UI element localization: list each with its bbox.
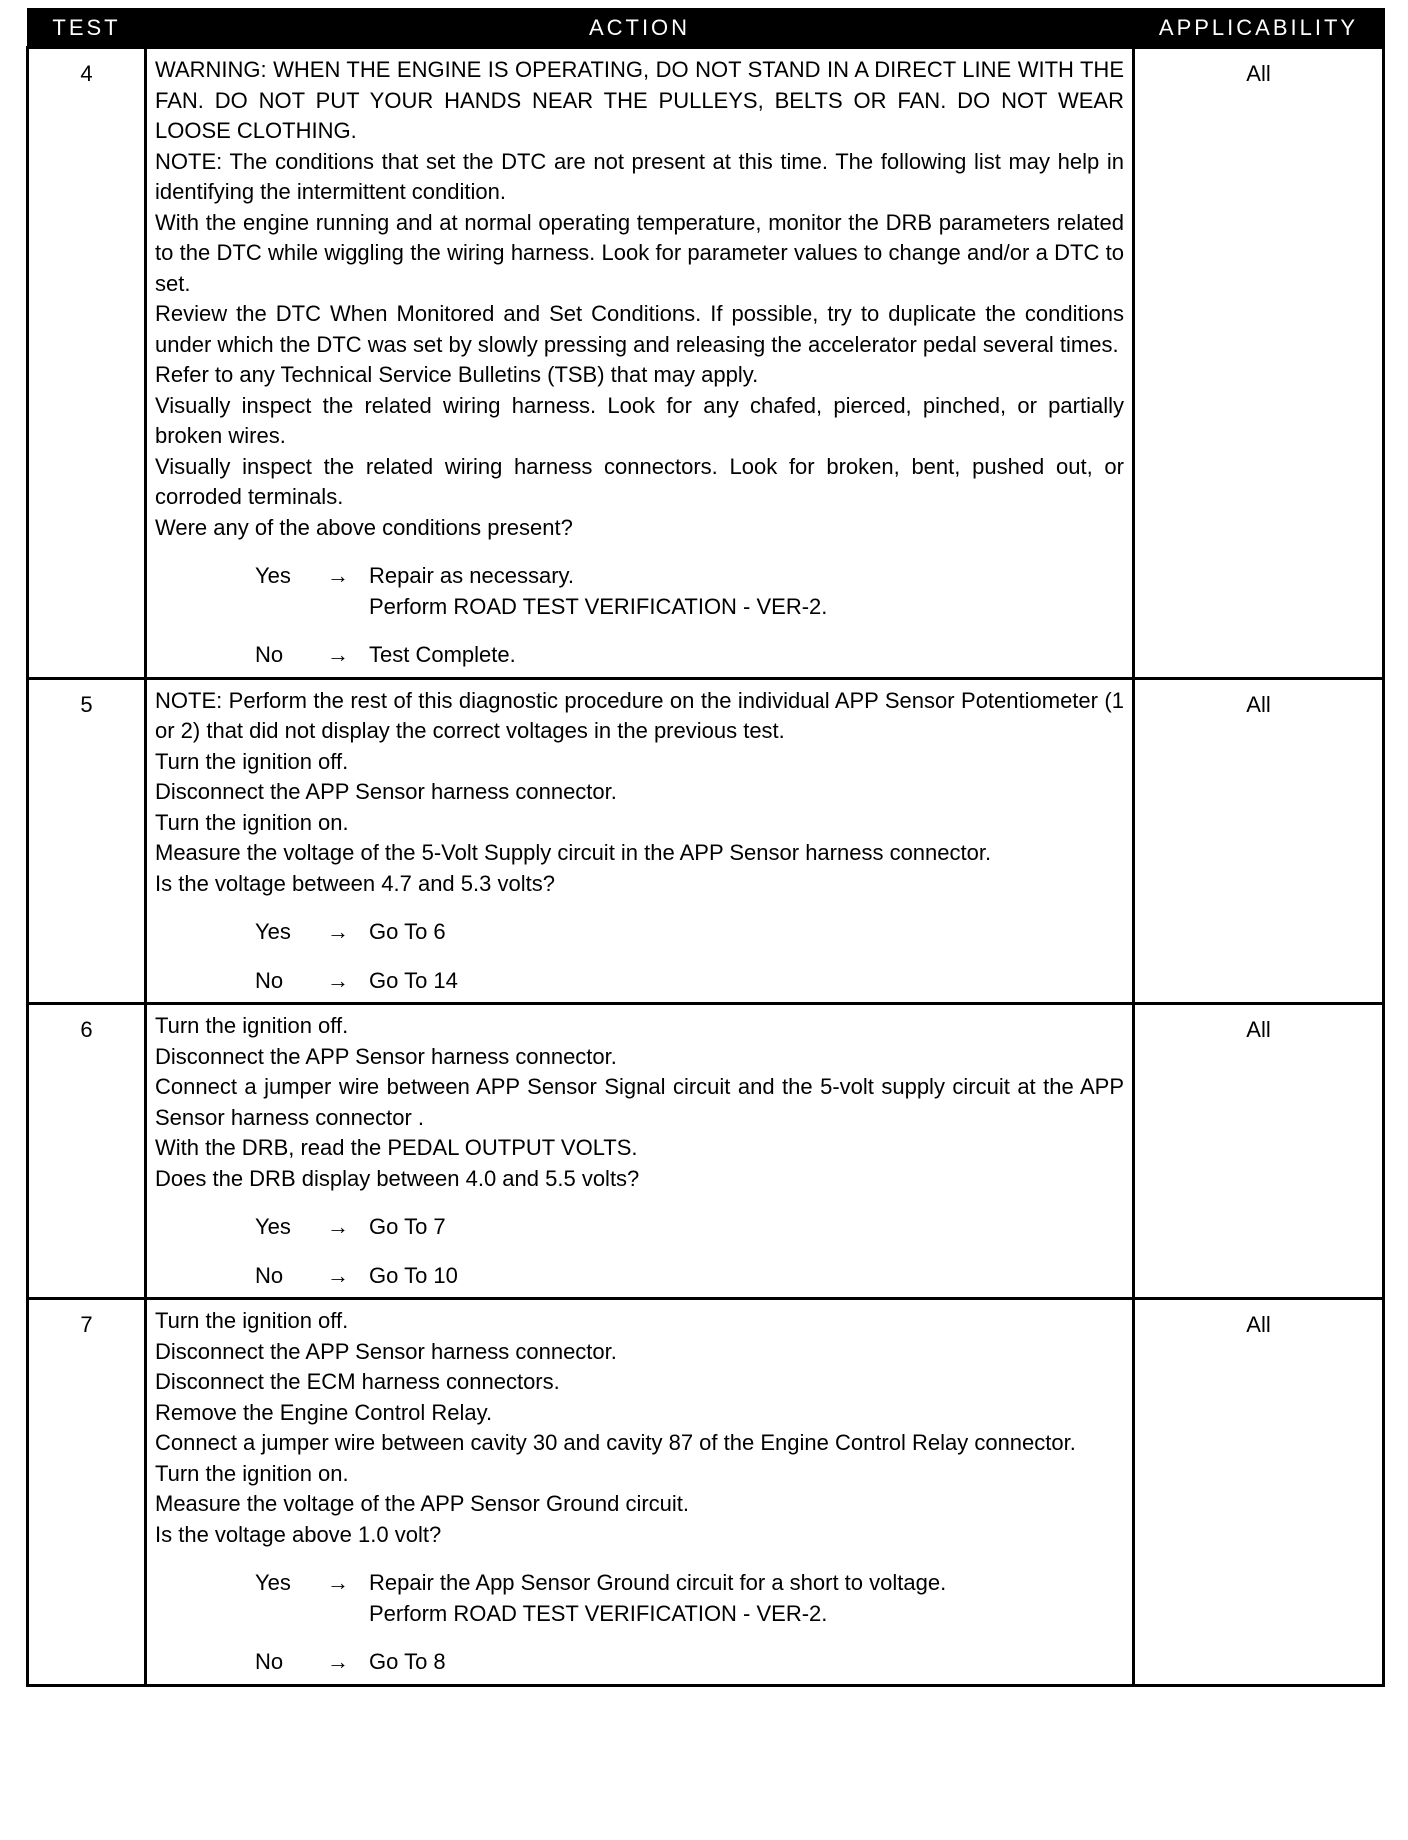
action-line: NOTE: Perform the rest of this diagnostic procedure on the individual APP Sensor Potentiometer (1 or 2) that did not display the correct voltages in the previous test. bbox=[155, 687, 1124, 743]
result-text bbox=[369, 1568, 1124, 1629]
test-number: 4 bbox=[28, 48, 146, 679]
result-answer: No bbox=[255, 967, 284, 993]
right-arrow-icon: → bbox=[327, 1570, 349, 1595]
result-line: Go To 7 bbox=[369, 1214, 446, 1239]
action-line: Visually inspect the related wiring harness connectors. Look for broken, bent, pushed out, or corroded terminals. bbox=[155, 453, 1124, 509]
result-answer: No bbox=[255, 1262, 284, 1288]
action-line: Turn the ignition on. bbox=[155, 809, 349, 835]
applicability: All bbox=[1134, 1299, 1384, 1686]
result-line: Test Complete. bbox=[369, 642, 516, 667]
result-yes bbox=[155, 1212, 1124, 1243]
result-answer: Yes bbox=[255, 919, 291, 944]
applicability: All bbox=[1134, 678, 1384, 1004]
result-answer: Yes bbox=[255, 563, 291, 588]
result-text bbox=[369, 1647, 1124, 1678]
result-yes bbox=[155, 561, 1124, 622]
right-arrow-icon: → bbox=[327, 967, 349, 993]
result-text bbox=[369, 1212, 1124, 1243]
result-line: Repair the App Sensor Ground circuit for a short to voltage. bbox=[369, 1570, 947, 1595]
table-row bbox=[28, 1299, 1384, 1686]
table-row bbox=[28, 1004, 1384, 1299]
action-cell bbox=[146, 48, 1134, 679]
result-yes bbox=[155, 1568, 1124, 1629]
result-line: Perform ROAD TEST VERIFICATION - VER-2. bbox=[369, 1600, 828, 1626]
table-row bbox=[28, 48, 1384, 679]
right-arrow-icon: → bbox=[327, 919, 349, 944]
right-arrow-icon: → bbox=[327, 1214, 349, 1239]
result-text bbox=[369, 640, 1124, 671]
header-row bbox=[28, 9, 1384, 48]
result-answer: Yes bbox=[255, 1214, 291, 1239]
applicability: All bbox=[1134, 1004, 1384, 1299]
action-line: Turn the ignition off. bbox=[155, 748, 349, 774]
action-line: Visually inspect the related wiring harness. Look for any chafed, pierced, pinched, or partially broken wires. bbox=[155, 392, 1124, 448]
action-line: Does the DRB display between 4.0 and 5.5 volts? bbox=[155, 1165, 640, 1191]
result-yes bbox=[155, 917, 1124, 948]
result-no bbox=[155, 966, 1124, 997]
action-line: Review the DTC When Monitored and Set Conditions. If possible, try to duplicate the conditions under which the DTC was set by slowly pressing and releasing the accelerator pedal several times. bbox=[155, 301, 1124, 357]
result-line: Go To 14 bbox=[369, 967, 458, 993]
action-cell bbox=[146, 1004, 1134, 1299]
action-line: Disconnect the APP Sensor harness connector. bbox=[155, 1338, 617, 1364]
test-number: 5 bbox=[28, 678, 146, 1004]
action-line: With the DRB, read the PEDAL OUTPUT VOLTS. bbox=[155, 1135, 638, 1160]
results bbox=[155, 1568, 1124, 1678]
result-answer: No bbox=[255, 1649, 284, 1674]
right-arrow-icon: → bbox=[327, 642, 349, 667]
action-line: Is the voltage between 4.7 and 5.3 volts? bbox=[155, 870, 555, 896]
results bbox=[155, 1212, 1124, 1291]
result-text bbox=[369, 917, 1124, 948]
right-arrow-icon: → bbox=[327, 1649, 349, 1674]
right-arrow-icon: → bbox=[327, 1262, 349, 1288]
result-line: Go To 6 bbox=[369, 919, 446, 944]
action-line: Turn the ignition off. bbox=[155, 1013, 349, 1038]
right-arrow-icon: → bbox=[327, 563, 349, 588]
applicability: All bbox=[1134, 48, 1384, 679]
action-line: Measure the voltage of the APP Sensor Ground circuit. bbox=[155, 1491, 690, 1516]
results bbox=[155, 917, 1124, 996]
results bbox=[155, 561, 1124, 671]
action-line: Disconnect the APP Sensor harness connector. bbox=[155, 779, 617, 804]
table-row bbox=[28, 678, 1384, 1004]
result-line: Repair as necessary. bbox=[369, 563, 575, 588]
action-line: Were any of the above conditions present? bbox=[155, 514, 573, 540]
action-line: Remove the Engine Control Relay. bbox=[155, 1399, 493, 1425]
action-line: Connect a jumper wire between cavity 30 and cavity 87 of the Engine Control Relay connector. bbox=[155, 1430, 1076, 1455]
result-line: Perform ROAD TEST VERIFICATION - VER-2. bbox=[369, 593, 828, 619]
header-applicability: APPLICABILITY bbox=[1134, 9, 1384, 48]
table-body bbox=[28, 48, 1384, 1686]
action-line: NOTE: The conditions that set the DTC are not present at this time. The following list may help in identifying the intermittent condition. bbox=[155, 148, 1124, 204]
result-no bbox=[155, 1647, 1124, 1678]
result-text bbox=[369, 561, 1124, 622]
test-number: 6 bbox=[28, 1004, 146, 1299]
result-text bbox=[369, 966, 1124, 997]
header-test: TEST bbox=[28, 9, 146, 48]
header-action: ACTION bbox=[146, 9, 1134, 48]
action-line: Measure the voltage of the 5-Volt Supply circuit in the APP Sensor harness connector. bbox=[155, 840, 992, 865]
action-line: Connect a jumper wire between APP Sensor Signal circuit and the 5-volt supply circuit at the APP Sensor harness connector . bbox=[155, 1074, 1124, 1130]
test-number: 7 bbox=[28, 1299, 146, 1686]
action-line: WARNING: WHEN THE ENGINE IS OPERATING, DO NOT STAND IN A DIRECT LINE WITH THE FAN. DO NOT PUT YOUR HANDS NEAR THE PULLEYS, BELTS OR FAN. DO NOT WEAR LOOSE CLOTHING. bbox=[155, 57, 1124, 143]
action-cell bbox=[146, 678, 1134, 1004]
result-answer: Yes bbox=[255, 1570, 291, 1595]
action-line: With the engine running and at normal operating temperature, monitor the DRB parameters related to the DTC while wiggling the wiring harness. Look for parameter values to change and/or a DTC to set. bbox=[155, 209, 1124, 296]
result-line: Go To 8 bbox=[369, 1649, 446, 1674]
result-answer: No bbox=[255, 642, 284, 667]
procedure-table bbox=[26, 8, 1385, 1687]
result-line: Go To 10 bbox=[369, 1262, 458, 1288]
result-no bbox=[155, 640, 1124, 671]
result-text bbox=[369, 1261, 1124, 1292]
action-line: Turn the ignition on. bbox=[155, 1460, 349, 1486]
action-cell bbox=[146, 1299, 1134, 1686]
action-line: Refer to any Technical Service Bulletins (TSB) that may apply. bbox=[155, 362, 759, 387]
result-no bbox=[155, 1261, 1124, 1292]
action-line: Disconnect the ECM harness connectors. bbox=[155, 1369, 560, 1394]
action-line: Is the voltage above 1.0 volt? bbox=[155, 1521, 442, 1547]
action-line: Turn the ignition off. bbox=[155, 1308, 349, 1333]
action-line: Disconnect the APP Sensor harness connector. bbox=[155, 1043, 617, 1069]
